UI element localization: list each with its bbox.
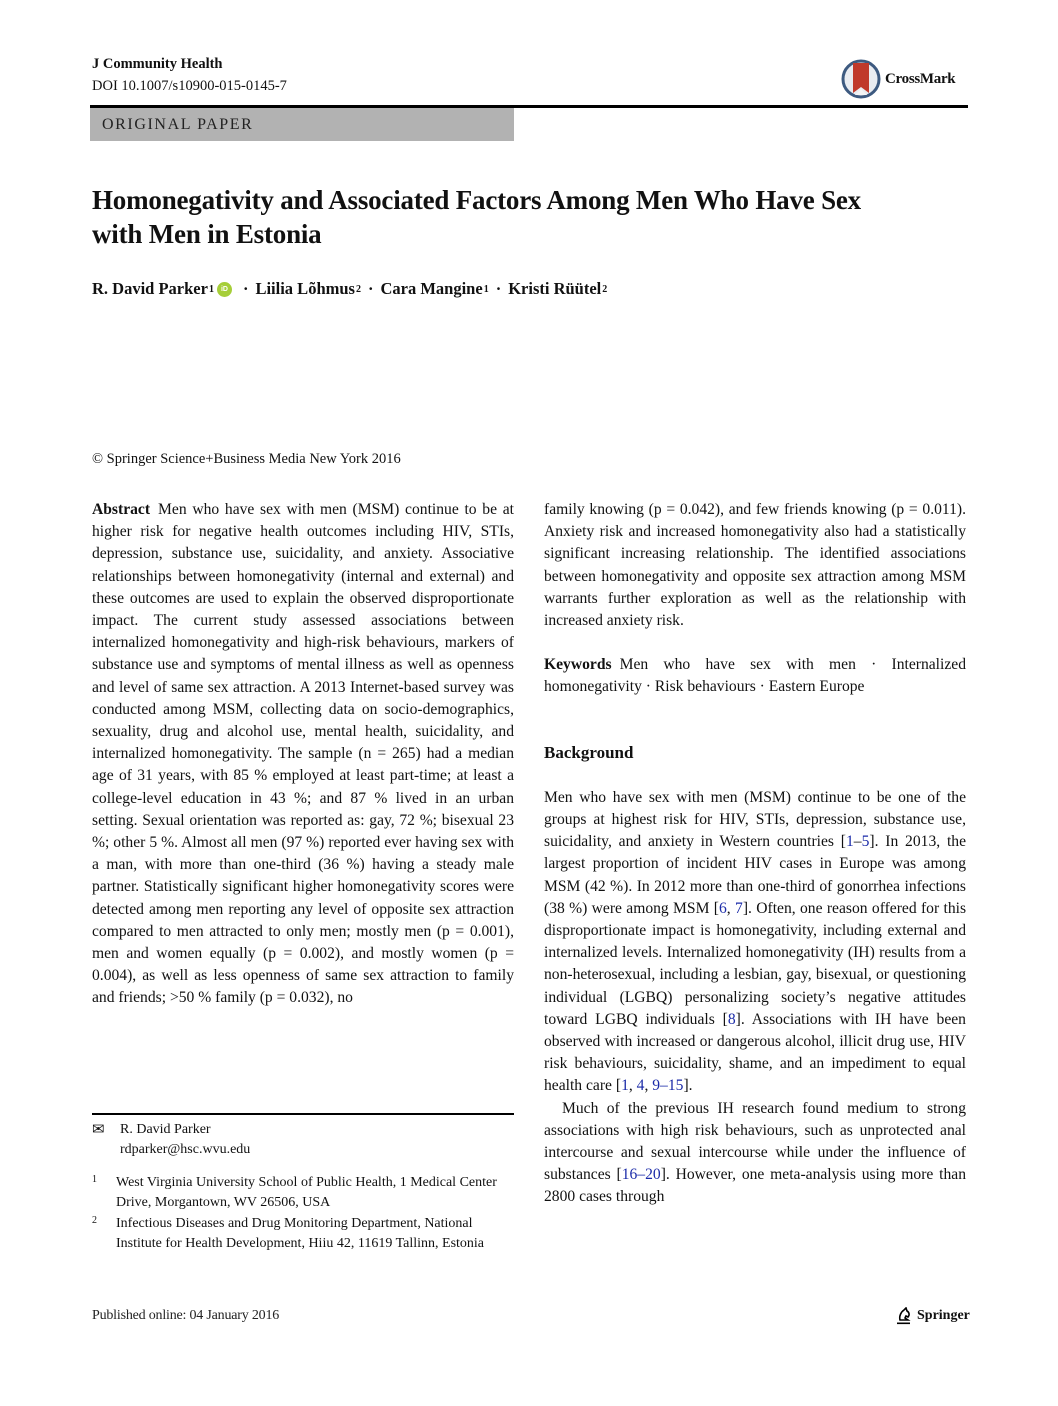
section-heading-background: Background [544,742,634,762]
article-type-banner: ORIGINAL PAPER [90,108,514,141]
affiliation-number: 1 [92,1174,97,1185]
body-text: Much of the previous IH research found medium to strong associations with high risk behaviours, such as unprotected anal intercourse and sexual intercourse while under the influence of substances [ [544,1099,966,1184]
author-name[interactable]: R. David Parker [92,279,208,298]
citation-link[interactable]: 16–20 [621,1166,661,1184]
affiliation-marker: 1 [483,283,489,295]
keywords [544,654,966,698]
springer-horse-icon [896,1307,912,1325]
corresponding-email[interactable]: rdparker@hsc.wvu.edu [120,1142,251,1157]
copyright-notice: © Springer Science+Business Media New York 2016 [92,451,401,467]
abstract-label: Abstract [92,501,151,518]
published-date: Published online: 04 January 2016 [92,1308,280,1323]
body-text: ]. [683,1077,693,1095]
publisher-logo [896,1307,970,1325]
body-text: , [628,1077,637,1095]
affiliation-marker: 2 [355,283,361,295]
footnote-rule [92,1113,514,1115]
right-column [544,499,966,1209]
body-text: Men who have sex with men (MSM) continue to be one of the groups at highest risk for HIV, STIs, depression, substance use, suicidality, and anxiety in Western countries [ [544,788,966,851]
citation-link[interactable]: 7 [735,899,743,917]
affiliation-marker: 1 [208,283,214,295]
body-text: ]. However, one meta-analysis using more than 2800 cases through [544,1166,966,1206]
author-separator: · [495,279,502,298]
background-paragraph-1 [544,787,966,1098]
keywords-label: Keywords [544,656,612,674]
author-separator: · [242,279,249,298]
background-paragraph-2 [544,1098,966,1209]
body-text: , [644,1077,653,1095]
corresponding-author: R. David Parker [120,1122,211,1137]
citation-link[interactable]: 1 [845,833,854,851]
body-text: , [726,899,736,917]
envelope-icon: ✉ [92,1122,105,1138]
author-list [92,279,607,299]
citation-link[interactable]: 8 [727,1010,736,1028]
citation-link[interactable]: 4 [636,1077,645,1095]
author-separator: · [367,279,374,298]
doi[interactable]: DOI 10.1007/s10900-015-0145-7 [92,78,287,94]
author-name[interactable]: Cara Mangine [380,279,483,298]
affiliation-marker: 2 [602,283,608,295]
journal-name: J Community Health [92,56,223,72]
citation-link[interactable]: 1 [621,1077,629,1095]
crossmark-badge[interactable] [841,54,971,104]
body-text: ]. In 2013, the largest proportion of incident HIV cases in Europe was among MSM (42 %). In 2012 more than one-third of gonorrhea infections (38 %) were among MSM [ [544,833,966,917]
body-text: ]. Associations with IH have been observed with increased or dangerous alcohol, illicit drug use, HIV risk behaviours, suicidality, shame, and an impediment to equal health care [ [544,1010,966,1095]
citation-link[interactable]: 5 [861,833,870,851]
abstract [92,499,514,1010]
publisher-name: Springer [917,1308,970,1323]
orcid-icon[interactable]: iD [217,282,232,297]
affiliation-number: 2 [92,1215,97,1226]
affiliation-2 [92,1214,512,1254]
body-text: ]. Often, one reason offered for this disproportionate impact is homonegativity, including external and internalized levels. Internalized homonegativity (IH) results from a non-heterosexual, including a lesbian, gay, bisexual, or questioning individual (LGBQ) personalizing society’s negative attitudes toward LGBQ individuals [ [544,899,967,1028]
citation-link[interactable]: 6 [719,899,727,917]
citation-link[interactable]: 9–15 [652,1077,684,1095]
keywords-text: Men who have sex with men · Internalized homonegativity · Risk behaviours · Eastern Europe [544,656,966,696]
author-name[interactable]: Liilia Lõhmus [255,279,355,298]
crossmark-label: CrossMark [885,70,956,87]
crossmark-icon [841,57,881,101]
abstract-text: Men who have sex with men (MSM) continue to be at higher risk for negative health outcomes including HIV, STIs, depression, substance use, suicidality, and anxiety. Associative relationships between homonegativity (internal and external) and these outcomes are used to explain the observed disproportionate impact. The current study assessed associations between internalized homonegativity and high-risk behaviours, markers of substance use and symptoms of mental illness as well as openness and level of same sex attraction. A 2013 Internet-based survey was conducted among MSM, collecting data on socio-demographics, sexuality, drug and alcohol use, mental health, suicidality, and internalized homonegativity. The sample (n = 265) had a median age of 31 years, with 85 % employed at least part-time; at least a college-level education in 43 %; and 87 % lived in an urban setting. Sexual orientation was reported as: gay, 72 %; bisexual 23 %; other 5 %. Almost all men (97 %) reported ever having sex with a man, with more than one-third (36 %) having a steady male partner. Statistically significant higher homonegativity scores were detected among men reporting any level of opposite sex attraction compared to men attracted to only men; mostly men (p = 0.001), men and women equally (p = 0.002), and mostly women (p = 0.004), as well as less openness of same sex attraction to family and friends; >50 % family (p = 0.032), no [92,501,514,1007]
body-text: – [853,833,862,851]
affiliation-text: West Virginia University School of Public Health, 1 Medical Center Drive, Morgantown, WV 26506, USA [116,1175,497,1210]
left-column [92,499,514,1010]
abstract-continuation: family knowing (p = 0.042), and few friends knowing (p = 0.011). Anxiety risk and increased homonegativity also had a statistically significant increasing relationship. The identified associations between homonegativity and opposite sex attraction among MSM warrants further exploration as well as the relationship with increased anxiety risk. [544,501,966,630]
paper-title: Homonegativity and Associated Factors Among Men Who Have Sex with Men in Estonia [92,185,861,249]
correspondence-note [92,1120,250,1160]
author-name[interactable]: Kristi Rüütel [508,279,602,298]
affiliation-text: Infectious Diseases and Drug Monitoring Department, National Institute for Health Development, Hiiu 42, 11619 Tallinn, Estonia [116,1216,485,1251]
affiliation-1 [92,1173,512,1213]
